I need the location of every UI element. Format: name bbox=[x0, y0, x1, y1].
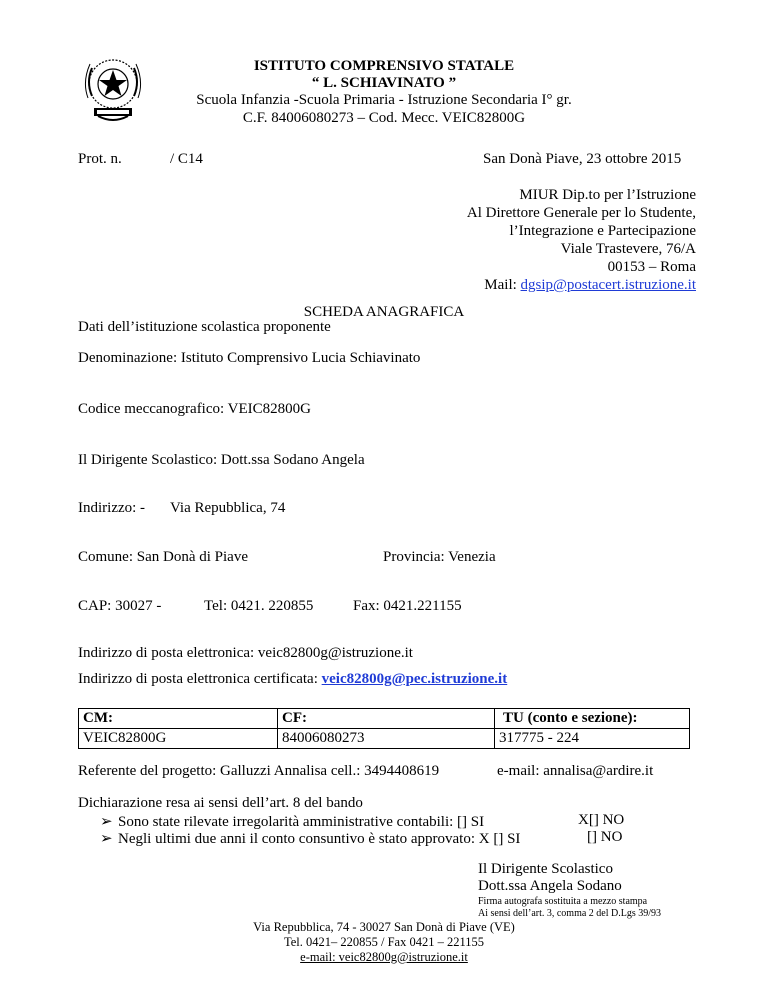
signature-note-2: Ai sensi dell’art. 3, comma 2 del D.Lgs 39/93 bbox=[478, 908, 662, 919]
field-indirizzo-label: Indirizzo: - bbox=[78, 500, 146, 516]
signature-note-1: Firma autografa sostituita a mezzo stampa bbox=[478, 896, 648, 907]
dichiarazione-intro: Dichiarazione resa ai sensi dell’art. 8 del bando bbox=[78, 795, 363, 811]
field-fax: Fax: 0421.221155 bbox=[353, 598, 462, 614]
field-codice: Codice meccanografico: VEIC82800G bbox=[78, 401, 311, 417]
item-1-text: Sono state rilevate irregolarità amministrative contabili: [] SI bbox=[118, 814, 485, 830]
field-tel: Tel: 0421. 220855 bbox=[204, 598, 314, 614]
arrow-bullet-icon: ➢ bbox=[100, 831, 113, 847]
field-pec-label: Indirizzo di posta elettronica certificata: bbox=[78, 671, 322, 687]
footer-address: Via Repubblica, 74 - 30027 San Donà di Piave (VE) bbox=[253, 920, 515, 934]
institute-codes: C.F. 84006080273 – Cod. Mecc. VEIC82800G bbox=[242, 110, 526, 126]
field-provincia: Provincia: Venezia bbox=[383, 549, 496, 565]
recipient-line: 00153 – Roma bbox=[607, 259, 696, 275]
signature-name: Dott.ssa Angela Sodano bbox=[478, 878, 622, 894]
field-indirizzo-value: Via Repubblica, 74 bbox=[170, 500, 286, 516]
institute-schools: Scuola Infanzia -Scuola Primaria - Istruzione Secondaria I° gr. bbox=[196, 92, 572, 108]
referente-text: Referente del progetto: Galluzzi Annalisa cell.: 3494408619 bbox=[78, 763, 440, 779]
recipient-mail-line bbox=[467, 276, 696, 294]
item-2-text: Negli ultimi due anni il conto consuntivo è stato approvato: X [] SI bbox=[118, 831, 521, 847]
prot-code: / C14 bbox=[170, 151, 203, 167]
cf-header: CF: bbox=[278, 709, 495, 729]
dichiarazione-item-2 bbox=[100, 829, 520, 848]
field-dirigente: Il Dirigente Scolastico: Dott.ssa Sodano Angela bbox=[78, 452, 365, 468]
tu-value: 317775 - 224 bbox=[495, 729, 690, 749]
place-date: San Donà Piave, 23 ottobre 2015 bbox=[483, 151, 682, 167]
institute-title: ISTITUTO COMPRENSIVO STATALE bbox=[253, 58, 515, 74]
recipient-line: Viale Trastevere, 76/A bbox=[560, 241, 696, 257]
table-row bbox=[79, 709, 690, 729]
recipient-mail-label: Mail: bbox=[484, 277, 521, 293]
table-row bbox=[79, 729, 690, 749]
cm-header: CM: bbox=[79, 709, 278, 729]
footer-phones: Tel. 0421– 220855 / Fax 0421 – 221155 bbox=[283, 935, 485, 949]
item-1-no: X[] NO bbox=[578, 812, 625, 828]
recipient-line: Al Direttore Generale per lo Studente, bbox=[466, 205, 696, 221]
prot-label: Prot. n. bbox=[78, 151, 122, 167]
field-pec-line bbox=[78, 671, 507, 688]
cm-value: VEIC82800G bbox=[79, 729, 278, 749]
cf-value: 84006080273 bbox=[278, 729, 495, 749]
footer-email[interactable]: e-mail: veic82800g@istruzione.it bbox=[300, 950, 468, 964]
recipient-mail-link[interactable]: dgsip@postacert.istruzione.it bbox=[520, 277, 696, 293]
signature-role: Il Dirigente Scolastico bbox=[478, 861, 613, 877]
field-comune: Comune: San Donà di Piave bbox=[78, 549, 248, 565]
item-2-no: [] NO bbox=[587, 829, 623, 845]
tu-header: TU (conto e sezione): bbox=[495, 709, 690, 729]
field-cap: CAP: 30027 - bbox=[78, 598, 162, 614]
field-pec-link[interactable]: veic82800g@pec.istruzione.it bbox=[321, 671, 508, 687]
recipient-line: l’Integrazione e Partecipazione bbox=[509, 223, 696, 239]
arrow-bullet-icon: ➢ bbox=[100, 814, 113, 830]
field-denominazione: Denominazione: Istituto Comprensivo Lucia Schiavinato bbox=[78, 350, 421, 366]
scheda-subtitle: Dati dell’istituzione scolastica proponente bbox=[78, 319, 331, 335]
identifiers-table bbox=[78, 708, 690, 749]
recipient-block bbox=[467, 186, 696, 294]
institute-name: “ L. SCHIAVINATO ” bbox=[311, 75, 457, 91]
field-email: Indirizzo di posta elettronica: veic82800g@istruzione.it bbox=[78, 645, 413, 661]
referente-email: e-mail: annalisa@ardire.it bbox=[497, 763, 654, 779]
recipient-line: MIUR Dip.to per l’Istruzione bbox=[519, 187, 696, 203]
scheda-title: SCHEDA ANAGRAFICA bbox=[303, 304, 465, 320]
